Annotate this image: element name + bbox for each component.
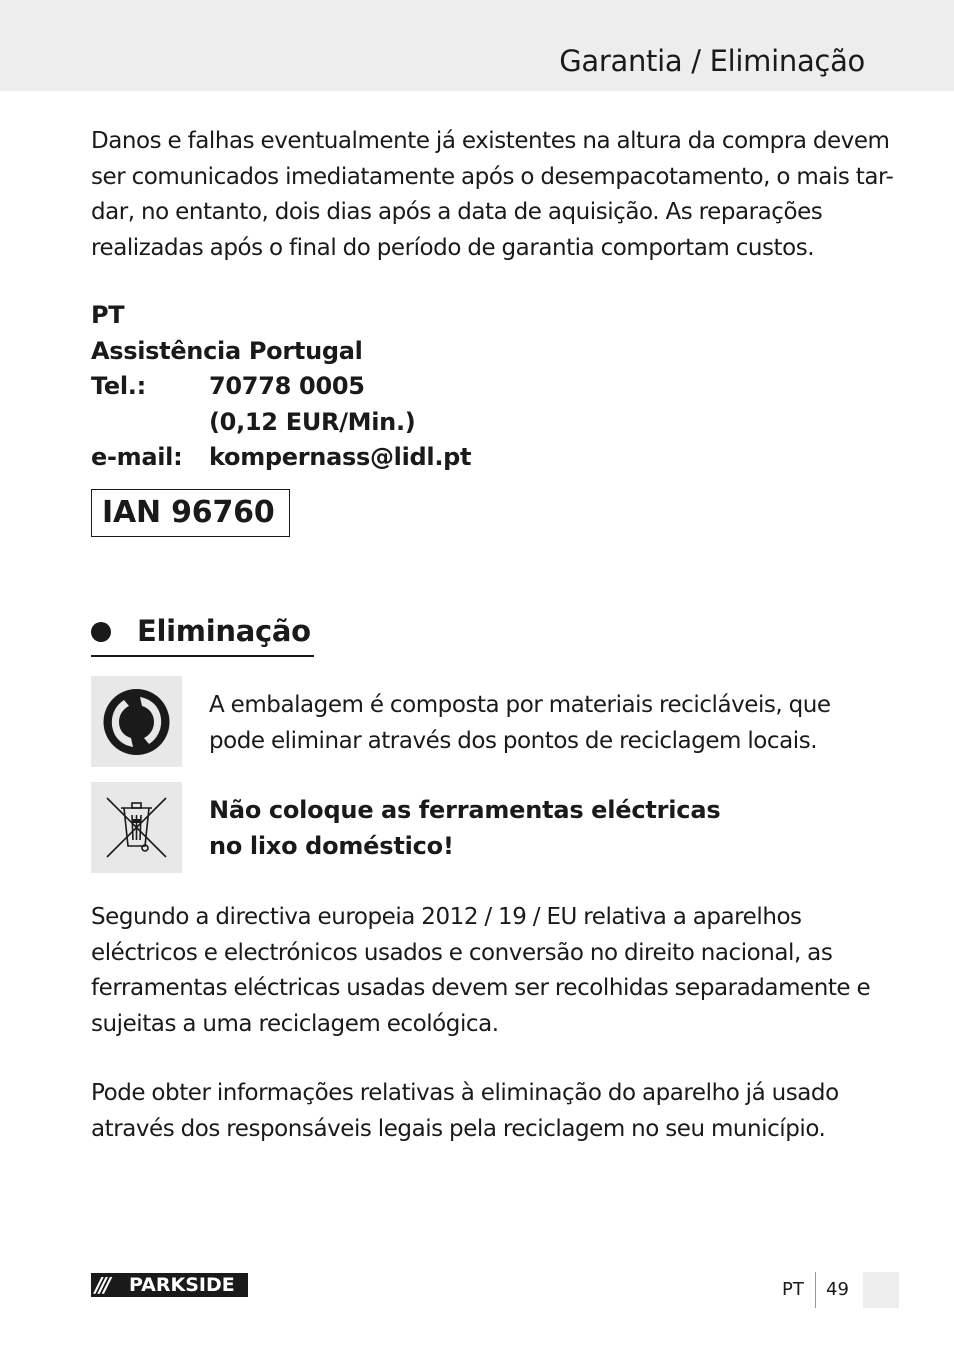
warranty-paragraph xyxy=(91,124,894,266)
logo-stripes: /// xyxy=(95,1273,108,1297)
page-header xyxy=(0,0,954,91)
weee-warning-text xyxy=(209,793,720,864)
section-title: Eliminação xyxy=(137,614,311,648)
green-dot-recycling-icon xyxy=(91,676,182,767)
recycling-text xyxy=(209,688,831,759)
paragraph-line: dar, no entanto, dois dias após a data de aquisição. As reparações xyxy=(91,199,823,225)
contact-country: PT xyxy=(91,301,125,329)
ian-box: IAN 96760 xyxy=(91,489,290,537)
page-number: 49 xyxy=(826,1279,849,1300)
parkside-logo xyxy=(91,1273,248,1297)
recycling-line: pode eliminar através dos pontos de reciclagem locais. xyxy=(209,727,818,754)
footer-language: PT xyxy=(782,1279,804,1300)
tel-label: Tel.: xyxy=(91,372,146,400)
contact-service-name: Assistência Portugal xyxy=(91,336,363,365)
directive-paragraph xyxy=(91,900,871,1042)
paragraph-line: ferramentas eléctricas usadas devem ser recolhidas separadamente e xyxy=(91,975,871,1001)
tel-rate: (0,12 EUR/Min.) xyxy=(209,407,416,436)
info-paragraph xyxy=(91,1076,871,1147)
tel-value: 70778 0005 xyxy=(209,372,365,400)
crossed-out-bin-icon xyxy=(91,782,182,873)
bullet-icon xyxy=(91,622,111,642)
email-label: e-mail: xyxy=(91,443,183,471)
recycling-line: A embalagem é composta por materiais recicláveis, que xyxy=(209,692,831,718)
recycling-icon-box xyxy=(91,676,182,767)
paragraph-line: realizadas após o final do período de garantia comportam custos. xyxy=(91,234,815,261)
paragraph-line: Danos e falhas eventualmente já existentes na altura da compra devem xyxy=(91,128,890,154)
paragraph-line: ser comunicados imediatamente após o desempacotamento, o mais tar- xyxy=(91,163,894,190)
weee-line: Não coloque as ferramentas eléctricas xyxy=(209,796,721,824)
paragraph-line: eléctricos e electrónicos usados e conversão no direito nacional, as xyxy=(91,939,833,966)
footer-divider xyxy=(815,1272,816,1308)
paragraph-line: sujeitas a uma reciclagem ecológica. xyxy=(91,1010,499,1037)
paragraph-line: Pode obter informações relativas à eliminação do aparelho já usado xyxy=(91,1080,839,1106)
paragraph-line: Segundo a directiva europeia 2012 / 19 / EU relativa a aparelhos xyxy=(91,904,802,930)
page-title: Garantia / Eliminação xyxy=(559,44,865,78)
email-value: kompernass@lidl.pt xyxy=(209,443,472,471)
weee-line: no lixo doméstico! xyxy=(209,831,454,860)
logo-text: PARKSIDE xyxy=(129,1274,235,1296)
paragraph-line: através dos responsáveis legais pela reciclagem no seu município. xyxy=(91,1115,826,1142)
section-heading xyxy=(91,609,314,657)
weee-icon-box xyxy=(91,782,182,873)
footer-tab xyxy=(863,1272,899,1308)
